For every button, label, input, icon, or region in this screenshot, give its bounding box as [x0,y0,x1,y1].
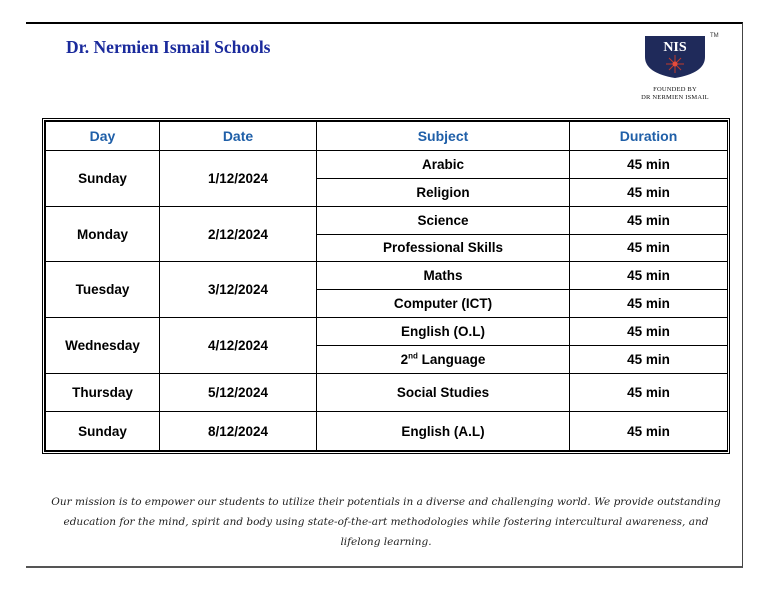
header-day: Day [46,122,160,151]
subject-cell: Professional Skills [317,234,570,262]
header-date: Date [160,122,317,151]
exam-schedule-table [42,118,730,454]
table-row [46,373,728,412]
duration-cell: 45 min [570,412,728,451]
duration-cell: 45 min [570,345,728,373]
table-row [46,262,728,290]
logo-letters: NIS [663,40,687,55]
duration-cell: 45 min [570,206,728,234]
header-duration: Duration [570,122,728,151]
subject-cell: Maths [317,262,570,290]
header-subject: Subject [317,122,570,151]
subject-cell: Science [317,206,570,234]
subject-cell: Social Studies [317,373,570,412]
table-row [46,206,728,234]
day-cell: Sunday [46,150,160,206]
duration-cell: 45 min [570,318,728,346]
date-cell: 3/12/2024 [160,262,317,318]
subject-cell: Computer (ICT) [317,290,570,318]
table-header-row [46,122,728,151]
subject-cell: Arabic [317,150,570,178]
day-cell: Tuesday [46,262,160,318]
mission-statement: Our mission is to empower our students to utilize their potentials in a diverse and challenging world. We provide outstanding education for the mind, spirit and body using state-of-the-art methodologies while fostering intercultural awareness, and lifelong learning. [51,496,721,548]
day-cell: Sunday [46,412,160,451]
nis-shield-icon [644,35,706,79]
date-cell: 8/12/2024 [160,412,317,451]
day-cell: Wednesday [46,318,160,374]
duration-cell: 45 min [570,262,728,290]
date-cell: 2/12/2024 [160,206,317,262]
duration-cell: 45 min [570,234,728,262]
date-cell: 4/12/2024 [160,318,317,374]
logo-founded-text: FOUNDED BY DR NERMIEN ISMAIL [641,86,709,101]
duration-cell: 45 min [570,373,728,412]
school-name: Dr. Nermien Ismail Schools [66,37,271,57]
subject-cell: English (A.L) [317,412,570,451]
duration-cell: 45 min [570,290,728,318]
date-cell: 5/12/2024 [160,373,317,412]
day-cell: Thursday [46,373,160,412]
duration-cell: 45 min [570,150,728,178]
table-row [46,150,728,178]
table-row [46,318,728,346]
day-cell: Monday [46,206,160,262]
date-cell: 1/12/2024 [160,150,317,206]
subject-cell: 2nd Language [317,345,570,373]
trademark-mark: TM [710,33,719,39]
school-logo [620,31,730,107]
table-row [46,412,728,451]
subject-cell: Religion [317,178,570,206]
duration-cell: 45 min [570,178,728,206]
subject-cell: English (O.L) [317,318,570,346]
